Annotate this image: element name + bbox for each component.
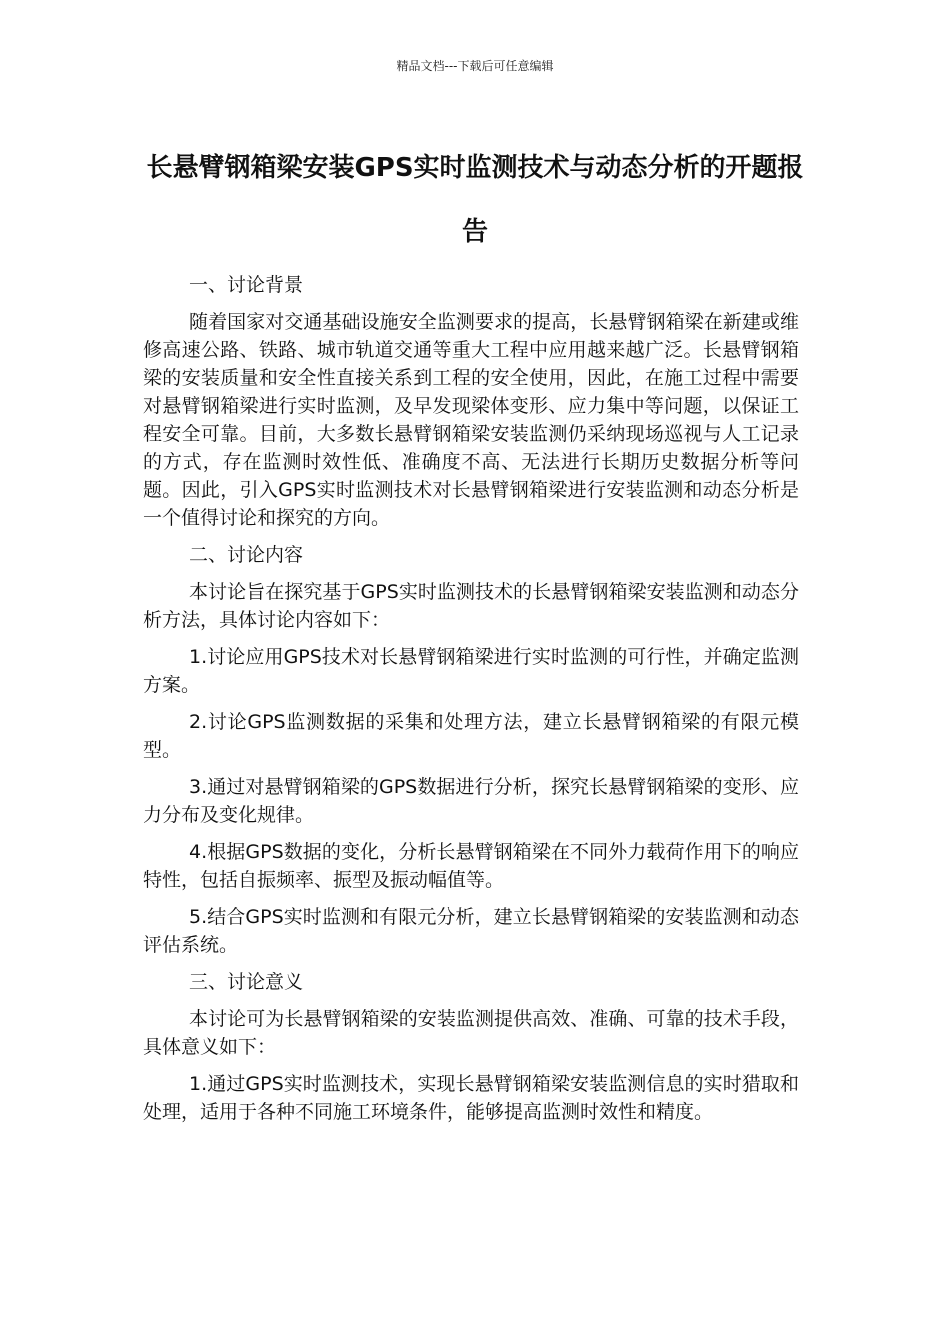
document-body bbox=[143, 271, 799, 1135]
paragraph: 本讨论可为长悬臂钢箱梁的安装监测提供高效、准确、可靠的技术手段，具体意义如下： bbox=[143, 1008, 799, 1058]
list-item: 3.通过对悬臂钢箱梁的GPS数据进行分析，探究长悬臂钢箱梁的变形、应力分布及变化规律。 bbox=[143, 776, 799, 826]
document-title: 长悬臂钢箱梁安装GPS实时监测技术与动态分析的开题报告 bbox=[146, 153, 804, 247]
list-item: 4.根据GPS数据的变化，分析长悬臂钢箱梁在不同外力载荷作用下的响应特性，包括自振频率、振型及振动幅值等。 bbox=[143, 841, 799, 891]
list-item: 1.通过GPS实时监测技术，实现长悬臂钢箱梁安装监测信息的实时猎取和处理，适用于各种不同施工环境条件，能够提高监测时效性和精度。 bbox=[143, 1073, 799, 1123]
section-heading-background: 一、讨论背景 bbox=[189, 274, 304, 296]
list-item: 2.讨论GPS监测数据的采集和处理方法，建立长悬臂钢箱梁的有限元模型。 bbox=[143, 711, 799, 761]
section-heading-significance: 三、讨论意义 bbox=[189, 971, 304, 993]
paragraph: 随着国家对交通基础设施安全监测要求的提高，长悬臂钢箱梁在新建或维修高速公路、铁路、城市轨道交通等重大工程中应用越来越广泛。长悬臂钢箱梁的安装质量和安全性直接关系到工程的安全使用，因此，在施工过程中需要对悬臂钢箱梁进行实时监测，及早发现梁体变形、应力集中等问题，以保证工程安全可靠。目前，大多数长悬臂钢箱梁安装监测仍采纳现场巡视与人工记录的方式，存在监测时效性低、准确度不高、无法进行长期历史数据分析等问题。因此，引入GPS实时监测技术对长悬臂钢箱梁进行安装监测和动态分析是一个值得讨论和探究的方向。 bbox=[143, 311, 799, 529]
paragraph: 本讨论旨在探究基于GPS实时监测技术的长悬臂钢箱梁安装监测和动态分析方法，具体讨论内容如下： bbox=[143, 581, 799, 631]
header-note: 精品文档---下载后可任意编辑 bbox=[396, 59, 554, 73]
section-heading-content: 二、讨论内容 bbox=[189, 544, 304, 566]
list-item: 5.结合GPS实时监测和有限元分析，建立长悬臂钢箱梁的安装监测和动态评估系统。 bbox=[143, 906, 799, 956]
list-item: 1.讨论应用GPS技术对长悬臂钢箱梁进行实时监测的可行性，并确定监测方案。 bbox=[143, 646, 799, 696]
